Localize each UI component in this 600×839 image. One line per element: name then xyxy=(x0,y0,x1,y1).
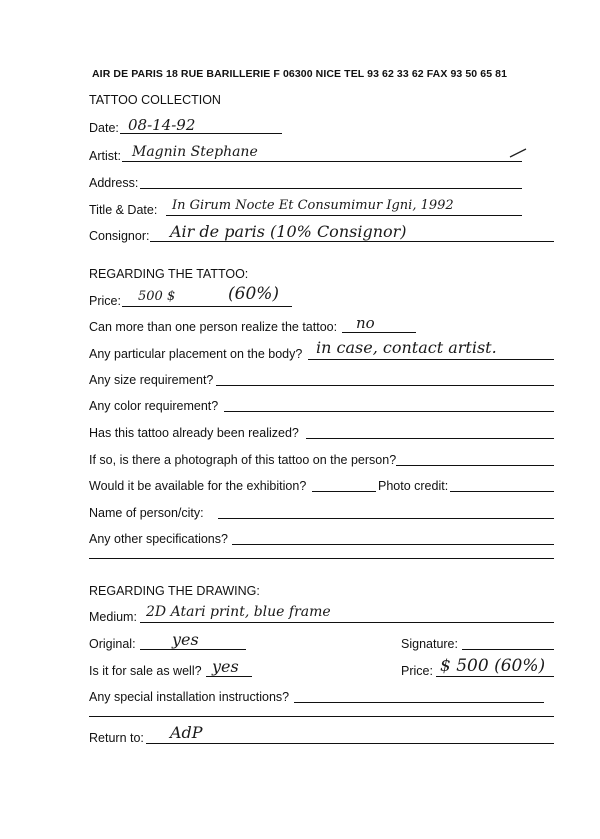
sale-value: yes xyxy=(212,657,239,676)
photo-credit-label: Photo credit: xyxy=(378,479,449,493)
consignor-label: Consignor: xyxy=(89,229,150,243)
title-date-label: Title & Date: xyxy=(89,203,158,217)
original-value: yes xyxy=(172,630,199,649)
more-person-label: Can more than one person realize the tattoo: xyxy=(89,320,338,334)
artist-field[interactable] xyxy=(122,161,522,162)
installation-field-line2[interactable] xyxy=(89,716,554,717)
color-label: Any color requirement? xyxy=(89,399,219,413)
form-title: TATTOO COLLECTION xyxy=(89,93,221,107)
placement-label: Any particular placement on the body? xyxy=(89,347,303,361)
pen-mark-icon xyxy=(508,146,528,160)
artist-value: Magnin Stephane xyxy=(132,144,258,160)
person-city-field[interactable] xyxy=(218,518,554,519)
size-field[interactable] xyxy=(216,385,554,386)
realized-label: Has this tattoo already been realized? xyxy=(89,426,299,440)
address-label: Address: xyxy=(89,176,139,190)
artist-label: Artist: xyxy=(89,149,121,163)
address-field[interactable] xyxy=(140,188,522,189)
drawing-price-value: $ 500 (60%) xyxy=(440,656,546,676)
price-field[interactable] xyxy=(122,306,292,307)
return-value: AdP xyxy=(170,723,203,742)
price-label: Price: xyxy=(89,294,121,308)
drawing-price-field[interactable] xyxy=(436,676,554,677)
signature-field[interactable] xyxy=(462,649,554,650)
size-label: Any size requirement? xyxy=(89,373,214,387)
installation-field[interactable] xyxy=(294,702,544,703)
other-spec-label: Any other specifications? xyxy=(89,532,228,546)
return-field[interactable] xyxy=(146,743,554,744)
sale-label: Is it for sale as well? xyxy=(89,664,202,678)
medium-value: 2D Atari print, blue frame xyxy=(146,604,331,620)
title-date-value: In Girum Nocte Et Consumimur Igni, 1992 xyxy=(172,198,454,213)
placement-field[interactable] xyxy=(308,359,554,360)
medium-label: Medium: xyxy=(89,610,137,624)
more-person-field[interactable] xyxy=(342,332,416,333)
title-date-field[interactable] xyxy=(166,215,522,216)
person-city-label: Name of person/city: xyxy=(89,506,204,520)
more-person-value: no xyxy=(356,314,375,332)
medium-field[interactable] xyxy=(140,622,554,623)
photo-label: If so, is there a photograph of this tattoo on the person? xyxy=(89,453,397,467)
exhibition-field[interactable] xyxy=(312,491,376,492)
consignor-value: Air de paris (10% Consignor) xyxy=(170,222,407,241)
return-label: Return to: xyxy=(89,731,144,745)
sale-field[interactable] xyxy=(206,676,252,677)
photo-field[interactable] xyxy=(396,465,554,466)
drawing-price-label: Price: xyxy=(401,664,433,678)
price-percent: (60%) xyxy=(228,284,280,304)
other-spec-field-line2[interactable] xyxy=(89,558,554,559)
placement-value: in case, contact artist. xyxy=(316,338,497,357)
drawing-heading: REGARDING THE DRAWING: xyxy=(89,584,260,598)
original-label: Original: xyxy=(89,637,136,651)
signature-label: Signature: xyxy=(401,637,458,651)
tattoo-heading: REGARDING THE TATTOO: xyxy=(89,267,249,281)
color-field[interactable] xyxy=(224,411,554,412)
date-label: Date: xyxy=(89,121,119,135)
consignor-field[interactable] xyxy=(150,241,554,242)
price-value: 500 $ xyxy=(138,289,176,304)
original-field[interactable] xyxy=(140,649,246,650)
other-spec-field[interactable] xyxy=(232,544,554,545)
exhibition-label: Would it be available for the exhibition? xyxy=(89,479,307,493)
photo-credit-field[interactable] xyxy=(450,491,554,492)
date-value: 08-14-92 xyxy=(128,116,196,134)
realized-field[interactable] xyxy=(306,438,554,439)
installation-label: Any special installation instructions? xyxy=(89,690,290,704)
gallery-header: AIR DE PARIS 18 RUE BARILLERIE F 06300 NICE TEL 93 62 33 62 FAX 93 50 65 81 xyxy=(92,68,508,80)
